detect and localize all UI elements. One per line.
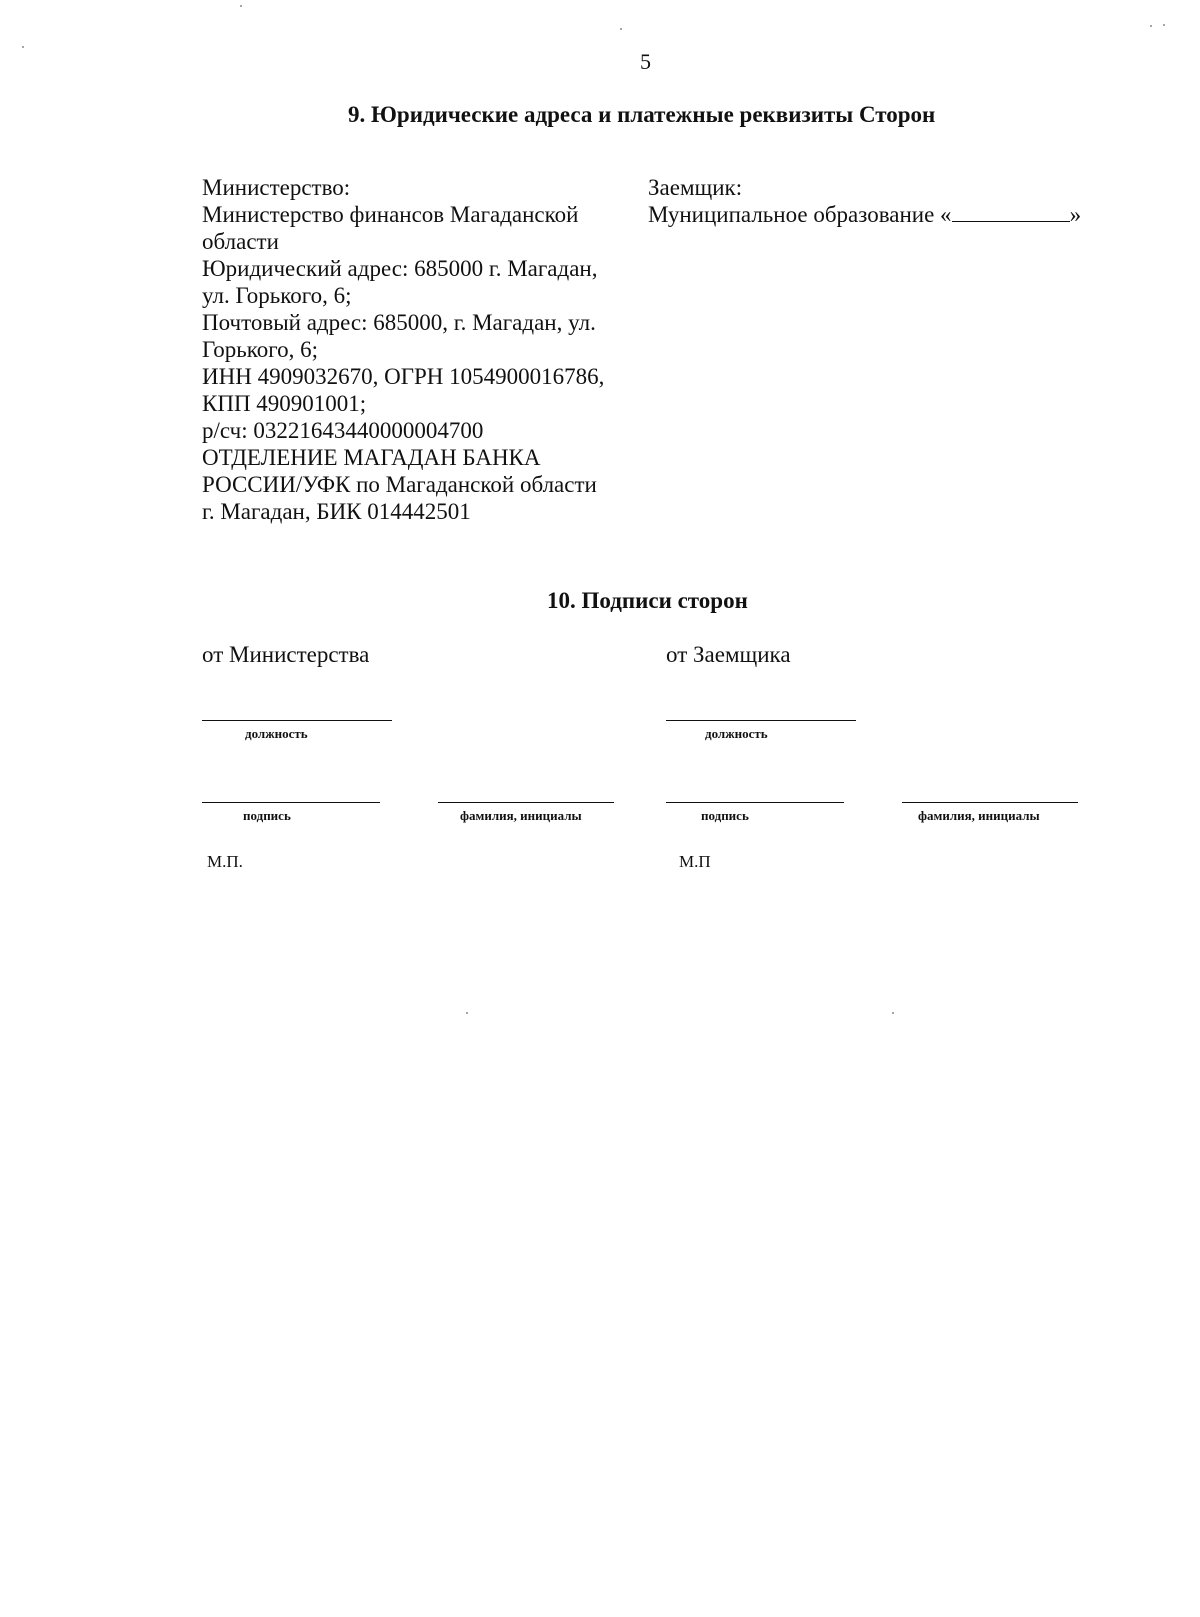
scan-speck: [1150, 25, 1152, 27]
municipality-prefix: Муниципальное образование «: [648, 202, 952, 227]
ministry-line: ИНН 4909032670, ОГРН 1054900016786,: [202, 364, 605, 389]
borrower-signature-caption: подпись: [701, 808, 749, 823]
ministry-stamp-place: М.П.: [207, 852, 243, 871]
section-10-title: 10. Подписи сторон: [547, 588, 748, 613]
borrower-name-line: [902, 802, 1078, 803]
ministry-line: ул. Горького, 6;: [202, 283, 352, 308]
from-borrower-label: от Заемщика: [666, 642, 791, 667]
ministry-line: Почтовый адрес: 685000, г. Магадан, ул.: [202, 310, 596, 335]
scan-speck: [466, 1012, 468, 1014]
ministry-line: г. Магадан, БИК 014442501: [202, 499, 471, 524]
ministry-line: Министерство:: [202, 175, 351, 200]
scan-speck: [22, 46, 24, 48]
municipality-name-blank: [952, 201, 1070, 222]
ministry-signature-caption: подпись: [243, 808, 291, 823]
ministry-requisites: [202, 174, 622, 525]
borrower-signature-line: [666, 802, 844, 803]
page-number: 5: [640, 49, 651, 74]
ministry-line: Горького, 6;: [202, 337, 319, 362]
ministry-name-line: [438, 802, 614, 803]
ministry-line: р/сч: 03221643440000004700: [202, 418, 484, 443]
ministry-line: РОССИИ/УФК по Магаданской области: [202, 472, 597, 497]
borrower-label: Заемщик:: [648, 175, 743, 200]
municipality-suffix: »: [1069, 202, 1082, 227]
scan-speck: [620, 28, 622, 30]
borrower-municipality-line: [648, 201, 1108, 228]
borrower-position-caption: должность: [705, 726, 768, 741]
ministry-name-caption: фамилия, инициалы: [460, 808, 582, 823]
borrower-position-line: [666, 720, 856, 721]
ministry-line: КПП 490901001;: [202, 391, 367, 416]
borrower-requisites: [648, 174, 1108, 228]
ministry-line: области: [202, 229, 279, 254]
ministry-position-line: [202, 720, 392, 721]
section-9-title: 9. Юридические адреса и платежные реквизиты Сторон: [348, 102, 936, 127]
from-ministry-label: от Министерства: [202, 642, 370, 667]
scan-speck: [1163, 24, 1165, 26]
ministry-line: ОТДЕЛЕНИЕ МАГАДАН БАНКА: [202, 445, 541, 470]
borrower-stamp-place: М.П: [679, 852, 711, 871]
ministry-position-caption: должность: [245, 726, 308, 741]
ministry-line: Юридический адрес: 685000 г. Магадан,: [202, 256, 598, 281]
scan-speck: [240, 5, 242, 7]
ministry-line: Министерство финансов Магаданской: [202, 202, 579, 227]
ministry-signature-line: [202, 802, 380, 803]
scan-speck: [892, 1012, 894, 1014]
borrower-name-caption: фамилия, инициалы: [918, 808, 1040, 823]
